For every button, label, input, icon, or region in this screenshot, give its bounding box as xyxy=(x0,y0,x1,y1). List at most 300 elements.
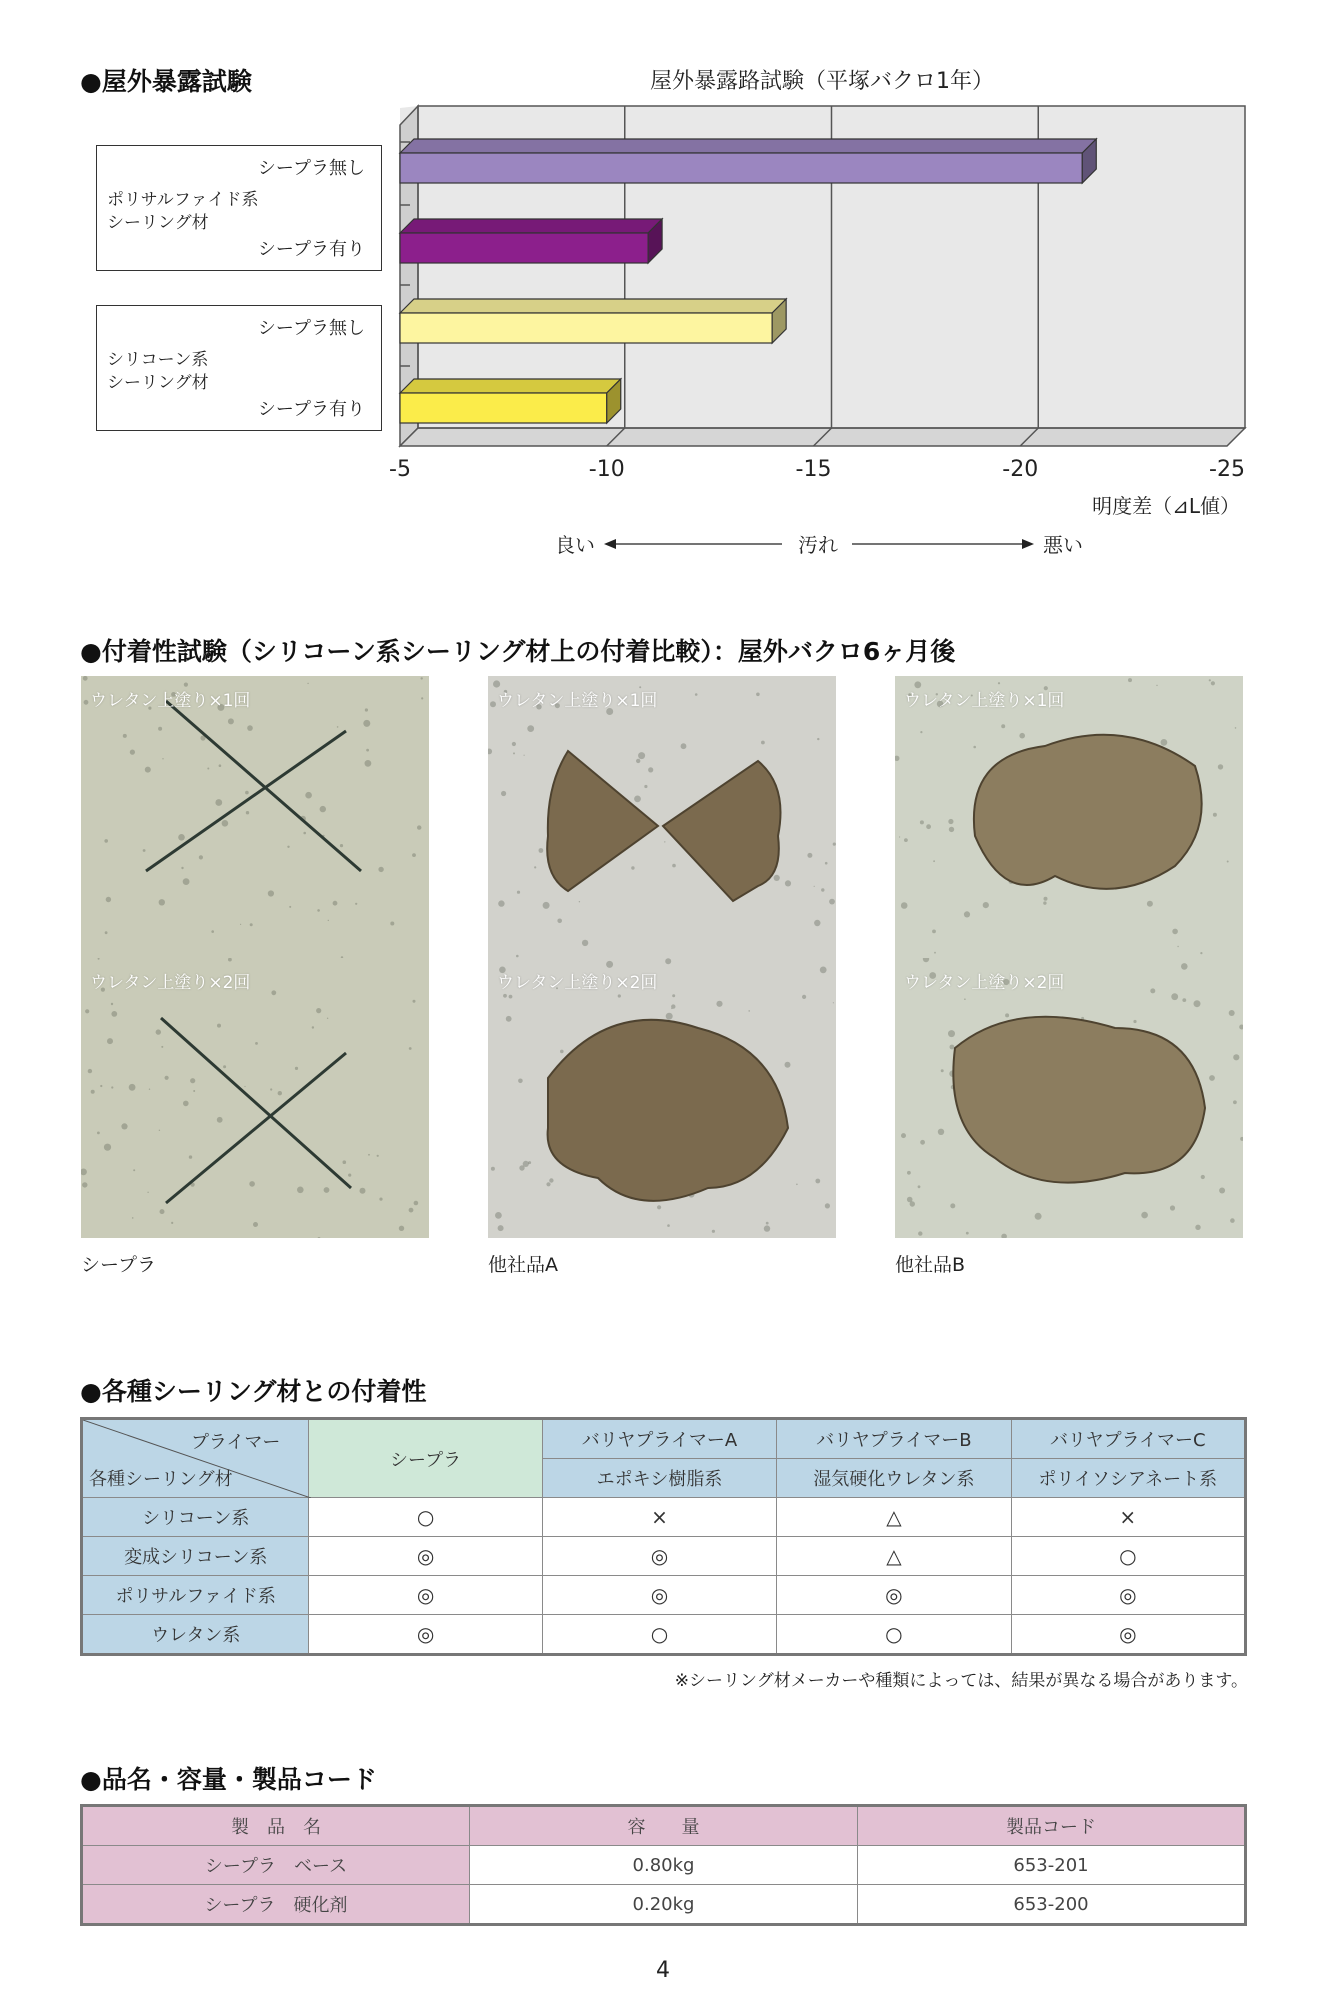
photo-speckle xyxy=(295,1067,298,1070)
photo-speckle xyxy=(421,677,423,679)
photo-speckle xyxy=(1181,963,1188,970)
photo-speckle xyxy=(121,1123,127,1129)
photo-speckle xyxy=(143,849,146,852)
photo-speckle xyxy=(106,897,111,902)
photo-speckle xyxy=(100,1085,102,1087)
diag-header-cell xyxy=(82,1419,309,1498)
photo-speckle xyxy=(340,844,343,847)
photo-speckle xyxy=(193,1090,195,1092)
table-cell: ◎ xyxy=(309,1615,542,1655)
photo-speckle xyxy=(228,718,234,724)
photo-speckle xyxy=(1230,1218,1235,1223)
photo-speckle xyxy=(129,1084,136,1091)
diag-primer-label: プライマー xyxy=(190,1432,281,1453)
photo-speckle xyxy=(901,902,908,909)
table-row xyxy=(82,1615,1246,1655)
table-cell: × xyxy=(542,1498,776,1537)
photo-speckle xyxy=(1177,946,1178,947)
x-tick-label: -5 xyxy=(389,457,411,482)
photo-speckle xyxy=(948,819,953,824)
photo-speckle xyxy=(534,866,536,868)
photo-speckle xyxy=(111,1011,117,1017)
photo-speckle xyxy=(785,1062,791,1068)
table-row xyxy=(82,1576,1246,1615)
section-title-compat: ●各種シーリング材との付着性 xyxy=(80,1377,427,1406)
photo-speckle xyxy=(920,1140,925,1145)
photo-speckle xyxy=(966,1232,969,1235)
product-code: 653-200 xyxy=(858,1885,1246,1925)
photo-speckle xyxy=(557,919,562,924)
photo-speckle xyxy=(524,755,525,756)
photo-speckle xyxy=(901,1133,906,1138)
photo-speckle xyxy=(297,1187,304,1194)
photo-speckle xyxy=(1044,897,1048,901)
photo-speckle xyxy=(328,920,329,921)
photo-label: ウレタン上塗り×1回 xyxy=(90,691,251,711)
photo-speckle xyxy=(333,901,338,906)
section-title-product: ●品名・容量・製品コード xyxy=(80,1765,377,1794)
col-header-primer-b: バリヤプライマーB xyxy=(777,1419,1011,1459)
table-cell: ○ xyxy=(542,1615,776,1655)
photo-speckle xyxy=(409,1208,414,1213)
x-tick-label: -10 xyxy=(588,457,625,482)
photo-speckle xyxy=(761,741,765,745)
table-row xyxy=(82,1846,1246,1885)
photo-label: ウレタン上塗り×1回 xyxy=(497,691,658,711)
photo-speckle xyxy=(337,726,339,728)
table-cell: ◎ xyxy=(309,1576,542,1615)
photo-speckle xyxy=(1001,724,1005,728)
photo-image xyxy=(81,958,429,1238)
photo-speckle xyxy=(247,725,253,731)
photo-speckle xyxy=(998,682,1000,684)
photo-speckle xyxy=(490,701,496,707)
photo-speckle xyxy=(657,1205,661,1209)
col-header-primer-a: バリヤプライマーA xyxy=(542,1419,776,1459)
photo-speckle xyxy=(582,940,588,946)
photo-speckle xyxy=(638,752,645,759)
photo-speckle xyxy=(245,791,249,795)
photo-speckle xyxy=(1005,1013,1009,1017)
photo-speckle xyxy=(820,967,827,974)
table-cell: ○ xyxy=(1011,1537,1245,1576)
photo-speckle xyxy=(363,720,370,727)
photo-speckle xyxy=(949,827,954,832)
photo-speckle xyxy=(207,768,209,770)
photo-label: ウレタン上塗り×2回 xyxy=(90,973,251,993)
photo-speckle xyxy=(523,1161,529,1167)
table-row xyxy=(82,1537,1246,1576)
photo-speckle xyxy=(1213,813,1217,817)
photo-speckle xyxy=(932,930,936,934)
photo-image xyxy=(895,676,1243,958)
table-cell: ○ xyxy=(309,1498,542,1537)
photo-speckle xyxy=(1194,1000,1201,1007)
photo-image xyxy=(488,958,836,1238)
photo-speckle xyxy=(130,750,135,755)
row-header: 変成シリコーン系 xyxy=(82,1537,309,1576)
photo-speckle xyxy=(91,1090,95,1094)
legend-without: シープラ無し xyxy=(257,158,365,179)
col-header-primer-c: バリヤプライマーC xyxy=(1011,1419,1245,1459)
x-tick-label: -25 xyxy=(1209,457,1245,482)
photo-speckle xyxy=(918,1185,921,1188)
col-type-primer-b: 湿気硬化ウレタン系 xyxy=(777,1459,1011,1498)
chart-bar xyxy=(400,379,621,423)
photo-speckle xyxy=(666,1013,673,1020)
photo-label: ウレタン上塗り×2回 xyxy=(497,973,658,993)
row-header: シリコーン系 xyxy=(82,1498,309,1537)
photo-speckle xyxy=(495,1212,502,1219)
photo-speckle xyxy=(920,731,922,733)
photo-speckle xyxy=(1171,993,1178,1000)
x-tick-label: -15 xyxy=(795,457,832,482)
table-cell: ◎ xyxy=(542,1576,776,1615)
photo-speckle xyxy=(948,1030,955,1037)
col-header-name: 製 品 名 xyxy=(82,1806,470,1846)
photo-speckle xyxy=(636,759,640,763)
page-number: 4 xyxy=(656,1958,670,1983)
photo-speckle xyxy=(133,1169,135,1171)
photo-speckle xyxy=(665,958,671,964)
photo-speckle xyxy=(217,1024,221,1028)
photo-speckle xyxy=(926,824,931,829)
photo-speckle xyxy=(1019,733,1025,739)
photo-image xyxy=(488,676,836,958)
photo-speckle xyxy=(409,1047,412,1050)
scale-arrow-left-icon xyxy=(604,539,616,549)
photo-other-a-coat1 xyxy=(488,676,836,958)
x-tick-label: -20 xyxy=(1002,457,1039,482)
photo-speckle xyxy=(817,738,819,740)
photo-label: ウレタン上塗り×1回 xyxy=(904,691,1065,711)
photo-speckle xyxy=(648,767,653,772)
photo-speckle xyxy=(549,1178,553,1182)
photo-speckle xyxy=(104,1144,111,1151)
scale-dirt: 汚れ xyxy=(798,533,838,557)
photo-speckle xyxy=(159,1130,160,1131)
table-cell: ◎ xyxy=(1011,1615,1245,1655)
photo-speckle xyxy=(618,994,621,997)
product-table xyxy=(80,1804,1247,1926)
photo-speckle xyxy=(756,693,760,697)
photo-speckle xyxy=(833,1002,834,1003)
legend-with: シープラ有り xyxy=(257,239,365,260)
photo-speckle xyxy=(111,1003,113,1005)
photo-other-a-coat2 xyxy=(488,958,836,1238)
photo-speckle xyxy=(1043,901,1046,904)
table-row xyxy=(82,1885,1246,1925)
photo-speckle xyxy=(312,1026,314,1028)
photo-speckle xyxy=(189,1155,192,1158)
photo-speckle xyxy=(84,700,89,705)
photo-speckle xyxy=(807,853,812,858)
photo-speckle xyxy=(104,839,108,843)
photo-speckle xyxy=(107,1038,113,1044)
photo-speckle xyxy=(414,1201,419,1206)
photo-speckle xyxy=(934,952,936,954)
product-volume: 0.80kg xyxy=(470,1846,858,1885)
photo-speckle xyxy=(240,924,241,925)
photo-speckle xyxy=(695,693,698,696)
exposure-chart xyxy=(0,0,1326,570)
photo-speckle xyxy=(527,725,534,732)
table-cell: ◎ xyxy=(1011,1576,1245,1615)
photo-speckle xyxy=(667,1224,670,1227)
photo-speckle xyxy=(1209,679,1211,681)
photo-speckle xyxy=(181,867,183,869)
row-header: ウレタン系 xyxy=(82,1615,309,1655)
photo-speckle xyxy=(814,920,820,926)
photo-speckle xyxy=(399,1226,404,1231)
chart-title: 屋外暴露路試験（平塚バクロ1年） xyxy=(650,69,994,94)
photo-speckle xyxy=(506,1016,512,1022)
photo-speckle xyxy=(907,1171,911,1175)
photo-speckle xyxy=(1182,998,1186,1002)
photo-speckle xyxy=(501,791,506,796)
product-name: シープラ 硬化剤 xyxy=(82,1885,470,1925)
photo-speckle xyxy=(503,994,507,998)
photo-speckle xyxy=(1233,1054,1239,1060)
photo-speckle xyxy=(317,909,320,912)
photo-speckle xyxy=(360,1188,366,1194)
legend-group-silicone: シリコーン系 シーリング材 xyxy=(107,350,209,393)
photo-speckle xyxy=(672,864,676,868)
photo-speckle xyxy=(246,811,249,814)
photo-speckle xyxy=(268,890,274,896)
photo-speckle xyxy=(796,1184,798,1186)
photo-speckle xyxy=(918,1231,922,1235)
photo-speckle xyxy=(664,841,665,842)
photo-speckle xyxy=(1211,681,1215,685)
photo-speckle xyxy=(348,1174,351,1177)
photo-speckle xyxy=(145,767,151,773)
photo-speckle xyxy=(413,1000,416,1003)
photo-speckle xyxy=(307,683,308,684)
col-type-primer-a: エポキシ樹脂系 xyxy=(542,1459,776,1498)
legend-without: シープラ無し xyxy=(257,318,365,339)
photo-speckle xyxy=(83,676,88,681)
photo-speckle xyxy=(1218,764,1223,769)
photo-speckle xyxy=(560,1050,564,1054)
bar-top-face xyxy=(400,299,786,313)
table-cell: ◎ xyxy=(777,1576,1011,1615)
chart-bar xyxy=(400,139,1096,183)
photo-speckle xyxy=(546,1182,550,1186)
photo-speckle xyxy=(149,1089,150,1090)
photo-speckle xyxy=(634,796,641,803)
photo-speckle xyxy=(287,846,289,848)
photo-speckle xyxy=(491,1167,495,1171)
photo-speckle xyxy=(1201,1175,1205,1179)
photo-speckle xyxy=(1161,739,1168,746)
photo-speckle xyxy=(513,752,515,754)
photo-speckle xyxy=(222,820,229,827)
photo-speckle xyxy=(160,1209,165,1214)
photo-speckle xyxy=(178,834,185,841)
photo-speckle xyxy=(327,1018,328,1019)
photo-speckle xyxy=(606,961,613,968)
table-row xyxy=(82,1498,1246,1537)
product-code: 653-201 xyxy=(858,1846,1246,1885)
photo-speckle xyxy=(1235,727,1237,729)
photo-speckle xyxy=(1195,1225,1200,1230)
photo-speckle xyxy=(159,899,165,905)
photo-speckle xyxy=(123,734,127,738)
col-header-seepla: シープラ xyxy=(309,1419,542,1498)
photo-speckle xyxy=(379,1198,382,1201)
photo-speckle xyxy=(904,838,908,842)
product-volume: 0.20kg xyxy=(470,1885,858,1925)
photo-speckle xyxy=(88,1069,92,1073)
photo-speckle xyxy=(833,843,836,846)
photo-speckle xyxy=(171,1222,173,1224)
photo-speckle xyxy=(278,1091,282,1095)
photo-speckle xyxy=(1219,1188,1225,1194)
table-cell: △ xyxy=(777,1537,1011,1576)
photo-speckle xyxy=(355,903,357,905)
legend-group-polysulfide: ポリサルファイド系 シーリング材 xyxy=(107,190,259,233)
photo-speckle xyxy=(825,1203,830,1208)
photo-speckle xyxy=(289,906,291,908)
photo-other-b-coat1 xyxy=(895,676,1243,958)
photo-speckle xyxy=(785,880,791,886)
photo-speckle xyxy=(255,1042,258,1045)
photo-speckle xyxy=(1150,988,1155,993)
photo-speckle xyxy=(748,1010,750,1012)
photo-speckle xyxy=(1227,861,1229,863)
photo-speckle xyxy=(766,1222,769,1225)
scale-bad: 悪い xyxy=(1043,533,1083,557)
photo-speckle xyxy=(1156,685,1157,686)
photo-speckle xyxy=(802,995,806,999)
photo-speckle xyxy=(1128,678,1132,682)
photo-image xyxy=(81,676,429,958)
photo-speckle xyxy=(305,792,312,799)
photo-speckle xyxy=(579,901,580,902)
photo-speckle xyxy=(211,930,214,933)
photo-speckle xyxy=(365,708,368,711)
photo-speckle xyxy=(85,1009,89,1013)
photo-speckle xyxy=(320,806,326,812)
photo-speckle xyxy=(158,727,162,731)
photo-speckle xyxy=(672,994,675,997)
photo-speckle xyxy=(215,799,222,806)
photo-speckle xyxy=(271,990,276,995)
photo-speckle xyxy=(907,1197,913,1203)
photo-speckle xyxy=(162,758,163,759)
photo-speckle xyxy=(829,899,835,905)
bar-front-face xyxy=(400,153,1082,183)
photo-speckle xyxy=(1141,1212,1148,1219)
photo-speckle xyxy=(498,900,504,906)
photo-speckle xyxy=(161,1046,163,1048)
product-name: シープラ ベース xyxy=(82,1846,470,1885)
photo-speckle xyxy=(938,1129,944,1135)
photo-speckle xyxy=(543,902,550,909)
photo-speckle xyxy=(671,1008,672,1009)
photo-surface xyxy=(488,676,836,958)
photo-speckle xyxy=(270,1088,272,1090)
photo-speckle xyxy=(417,825,421,829)
photo-speckle xyxy=(964,911,970,917)
photo-speckle xyxy=(1133,1020,1136,1023)
photo-speckle xyxy=(1035,1213,1042,1220)
photo-speckle xyxy=(950,1203,955,1208)
photo-speckle xyxy=(716,1001,722,1007)
photo-speckle xyxy=(983,902,989,908)
bar-top-face xyxy=(400,139,1096,153)
photo-caption-other-b: 他社品B xyxy=(895,1254,966,1276)
photo-speckle xyxy=(509,995,513,999)
photo-speckle xyxy=(1147,901,1153,907)
bar-front-face xyxy=(400,313,772,343)
photo-speckle xyxy=(644,785,647,788)
photo-speckle xyxy=(190,1078,195,1083)
photo-speckle xyxy=(97,1132,100,1135)
photo-speckle xyxy=(681,743,687,749)
compat-table xyxy=(80,1417,1247,1656)
col-header-code: 製品コード xyxy=(858,1806,1246,1846)
photo-speckle xyxy=(1209,1075,1215,1081)
photo-speckle xyxy=(1229,1010,1235,1016)
bar-front-face xyxy=(400,233,648,263)
photo-speckle xyxy=(899,836,900,837)
photo-speckle xyxy=(498,1225,504,1231)
photo-speckle xyxy=(964,998,966,1000)
photo-speckle xyxy=(821,888,824,891)
photo-image xyxy=(895,958,1243,1238)
chart-ticks xyxy=(389,457,1245,482)
photo-speckle xyxy=(517,891,520,894)
table-cell: ○ xyxy=(777,1615,1011,1655)
chart-xlabel: 明度差（⊿L値） xyxy=(1092,494,1240,518)
photo-speckle xyxy=(512,742,516,746)
col-header-volume: 容 量 xyxy=(470,1806,858,1846)
photo-speckle xyxy=(941,1069,944,1072)
photo-speckle xyxy=(324,1187,330,1193)
photo-speckle xyxy=(1200,952,1202,954)
photo-speckle xyxy=(377,1155,379,1157)
photo-speckle xyxy=(378,867,383,872)
diag-sealant-label: 各種シーリング材 xyxy=(89,1469,233,1490)
peeled-area xyxy=(974,735,1202,889)
photo-speckle xyxy=(165,1076,169,1080)
legend-with: シープラ有り xyxy=(257,399,365,420)
table-cell: ◎ xyxy=(542,1537,776,1576)
photo-speckle xyxy=(343,1160,347,1164)
photo-speckle xyxy=(132,1217,134,1219)
photo-speckle xyxy=(814,886,815,887)
compat-note: ※シーリング材メーカーや種類によっては、結果が異なる場合があります。 xyxy=(674,1671,1248,1691)
photo-seepla-coat2 xyxy=(81,958,429,1238)
photo-speckle xyxy=(147,1192,148,1193)
photo-other-b-coat2 xyxy=(895,958,1243,1238)
photo-speckle xyxy=(539,848,544,853)
photo-speckle xyxy=(156,1029,161,1034)
photo-speckle xyxy=(365,760,372,767)
photo-speckle xyxy=(219,764,222,767)
photo-speckle xyxy=(303,832,306,835)
photo-speckle xyxy=(973,746,976,749)
photo-speckle xyxy=(631,866,634,869)
photo-speckle xyxy=(105,931,108,934)
photo-speckle xyxy=(518,1079,523,1084)
photo-speckle xyxy=(82,1182,87,1187)
photo-speckle xyxy=(815,1179,820,1184)
photo-seepla-coat1 xyxy=(81,676,429,958)
row-header: ポリサルファイド系 xyxy=(82,1576,309,1615)
